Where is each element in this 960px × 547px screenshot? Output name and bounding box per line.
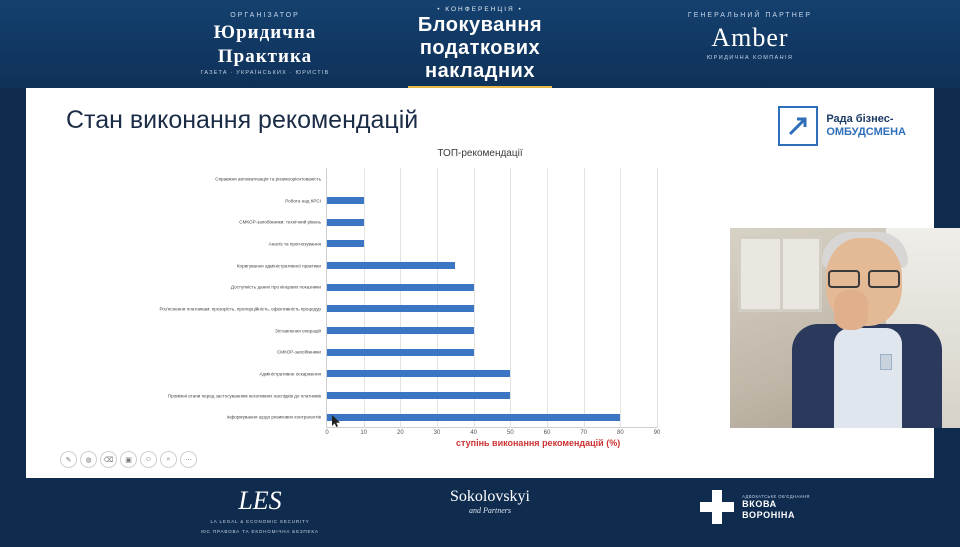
shape-tool-icon[interactable]: ▣ — [120, 451, 137, 468]
vokovoi-tiny: АДВОКАТСЬКЕ ОБ'ЄДНАННЯ — [742, 493, 810, 499]
window-shape — [738, 236, 822, 312]
event-banner — [0, 0, 960, 88]
bar — [327, 219, 364, 226]
grid-line — [510, 168, 511, 428]
webcam-video-tile[interactable] — [730, 228, 960, 428]
grid-line — [620, 168, 621, 428]
sponsor-vokovoi — [640, 490, 870, 524]
category-label: Проміжні етапи перед застосуванням негативних наслідків до платників — [167, 393, 321, 398]
speaker-shirt — [834, 328, 902, 428]
speaker-badge — [880, 354, 892, 370]
les-sub-line2: ЮС ПРАВОВА ТА ЕКОНОМІЧНА БЕЗПЕКА — [201, 528, 319, 534]
category-label: Роз'яснення платникам: прозорість, пропорційність, ефективність процедур — [159, 306, 321, 312]
grid-line — [364, 168, 365, 428]
category-label: Інформування щодо ризикових контрагентів — [226, 414, 321, 420]
bar — [327, 197, 364, 204]
x-axis-label: ступінь виконання рекомендацій (%) — [456, 438, 621, 448]
logo-text — [826, 113, 906, 138]
category-label: Справжня автоматизація та ризикоорієнтованість — [215, 176, 321, 182]
x-tick-label: 0 — [325, 430, 329, 436]
sponsor-footer — [0, 478, 960, 547]
bar — [327, 349, 474, 356]
x-tick-label: 40 — [470, 430, 477, 436]
organizer-block — [150, 12, 380, 76]
organizer-name-line2: Практика — [217, 45, 313, 67]
category-label: Зіставлення операцій — [274, 328, 321, 333]
partner-block — [600, 12, 900, 61]
bar — [327, 370, 510, 377]
organizer-name-line1: Юридична — [213, 22, 317, 43]
partner-label: ГЕНЕРАЛЬНИЙ ПАРТНЕР — [687, 12, 813, 19]
speaker-hand — [834, 290, 868, 330]
sponsor-sokolovskyi — [400, 488, 580, 515]
annotation-toolbar[interactable] — [60, 451, 197, 468]
x-tick-label: 10 — [360, 430, 367, 436]
organizer-label: ОРГАНІЗАТОР — [230, 12, 300, 19]
grid-line — [400, 168, 401, 428]
grid-line — [547, 168, 548, 428]
conference-kicker: • КОНФЕРЕНЦІЯ • — [437, 6, 523, 13]
x-tick-label: 90 — [653, 430, 661, 436]
bar — [327, 327, 474, 334]
highlighter-tool-icon[interactable]: ◍ — [80, 451, 97, 468]
chart-title: ТОП-рекомендації — [437, 148, 523, 159]
category-label: Коригування адміністративної практики — [236, 263, 321, 268]
vokovoi-text — [742, 494, 810, 521]
mouse-cursor — [332, 415, 340, 426]
bar-chart-plot-area — [159, 168, 661, 436]
partner-name: Amber — [711, 23, 789, 52]
category-label: Аналіз та прогнозування — [268, 241, 321, 247]
organizer-sublabel: ГАЗЕТА · УКРАЇНСЬКИХ · ЮРИСТІВ — [200, 69, 330, 76]
more-tool-icon[interactable]: ⋯ — [180, 451, 197, 468]
pen-tool-icon[interactable]: ✎ — [60, 451, 77, 468]
bar — [327, 392, 510, 399]
category-label: СМКОР-запобіжники — [277, 349, 321, 355]
x-tick-label: 70 — [580, 430, 587, 436]
stamp-tool-icon[interactable]: ☺ — [140, 451, 157, 468]
vokovoi-line2: ВОРОНІНА — [742, 509, 796, 520]
sokolovskyi-name: Sokolovskyi — [449, 488, 530, 505]
zoom-tool-icon[interactable]: ⌕ — [160, 451, 177, 468]
les-logo-text: LES — [238, 486, 282, 515]
logo-line-1: Рада бізнес- — [826, 113, 894, 126]
grid-line — [584, 168, 585, 428]
partner-sublabel: ЮРИДИЧНА КОМПАНІЯ — [706, 55, 794, 61]
bar — [327, 284, 474, 291]
grid-line — [474, 168, 475, 428]
grid-line — [657, 168, 658, 428]
business-ombudsman-logo — [778, 106, 906, 146]
x-tick-label: 20 — [396, 430, 404, 436]
grid-line — [437, 168, 438, 428]
les-sub-line1: LA LEGAL & ECONOMIC SECURITY — [210, 519, 310, 524]
speaker-glasses — [828, 270, 900, 284]
bar — [327, 240, 364, 247]
cross-icon — [700, 490, 734, 524]
conference-title-line1: Блокування — [417, 14, 543, 36]
x-tick-label: 30 — [433, 430, 441, 436]
conference-title-line3: накладних — [425, 60, 535, 82]
x-tick-label: 60 — [543, 430, 551, 436]
bar — [327, 414, 620, 421]
vokovoi-line1: ВКОВА — [742, 498, 777, 509]
arrow-up-right-icon — [778, 106, 818, 146]
eraser-tool-icon[interactable]: ⌫ — [100, 451, 117, 468]
bar — [327, 305, 474, 312]
sponsor-les — [190, 486, 330, 536]
category-label: Доступність даних про кінцевих показники — [230, 284, 321, 290]
logo-line-2: ОМБУДСМЕНА — [826, 126, 906, 138]
category-label: Робота над КРСІ — [285, 198, 321, 203]
bar — [327, 262, 455, 269]
category-label: Адміністративне оскарження — [259, 371, 321, 377]
category-label: СМКОР-запобіжники: технічний рівень — [239, 219, 321, 225]
x-axis — [327, 427, 657, 428]
x-tick-label: 80 — [616, 430, 624, 436]
conference-title-line2: податкових — [419, 37, 541, 59]
slide-title: Стан виконання рекомендацій — [66, 106, 419, 134]
x-tick-label: 50 — [506, 430, 514, 436]
sokolovskyi-sub: and Partners — [469, 506, 511, 515]
